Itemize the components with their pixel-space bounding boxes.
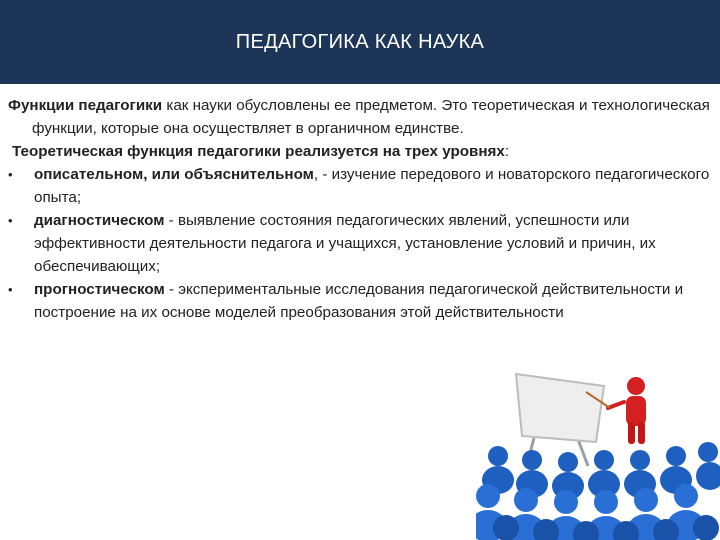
intro-paragraph xyxy=(8,94,716,140)
level-term: описательном, или объяснительном xyxy=(34,166,314,183)
intro-lead: Функции педагогики xyxy=(8,97,163,114)
teacher-audience-illustration xyxy=(476,368,720,540)
theory-bold: Теоретическая функция педагогики реализуется на трех уровнях xyxy=(12,143,505,160)
theory-paragraph xyxy=(8,140,716,163)
level-term: диагностическом xyxy=(34,212,165,229)
level-desc: , - изучение передового и новаторского педагогического опыта; xyxy=(34,166,710,206)
list-item xyxy=(8,209,716,278)
intro-rest: как науки обусловлены ее предметом. Это теоретическая и технологическая функции, которые она осуществляет в органичном единстве. xyxy=(32,97,710,137)
bullet-icon: • xyxy=(8,213,13,228)
bullet-icon: • xyxy=(8,282,13,297)
slide-body xyxy=(8,94,716,324)
bullet-icon: • xyxy=(8,167,13,182)
level-term: прогностическом xyxy=(34,281,165,298)
list-item xyxy=(8,163,716,209)
title-banner xyxy=(0,0,720,84)
level-desc: - экспериментальные исследования педагогической действительности и построение на их основе моделей преобразования этой действительности xyxy=(34,281,684,321)
levels-list xyxy=(8,163,716,324)
theory-rest: : xyxy=(504,143,510,160)
page-title: ПЕДАГОГИКА КАК НАУКА xyxy=(235,30,485,53)
list-item xyxy=(8,278,716,324)
level-desc: - выявление состояния педагогических явлений, успешности или эффективности деятельности педагога и учащихся, установление условий и причин, их обеспечивающих; xyxy=(34,212,656,275)
